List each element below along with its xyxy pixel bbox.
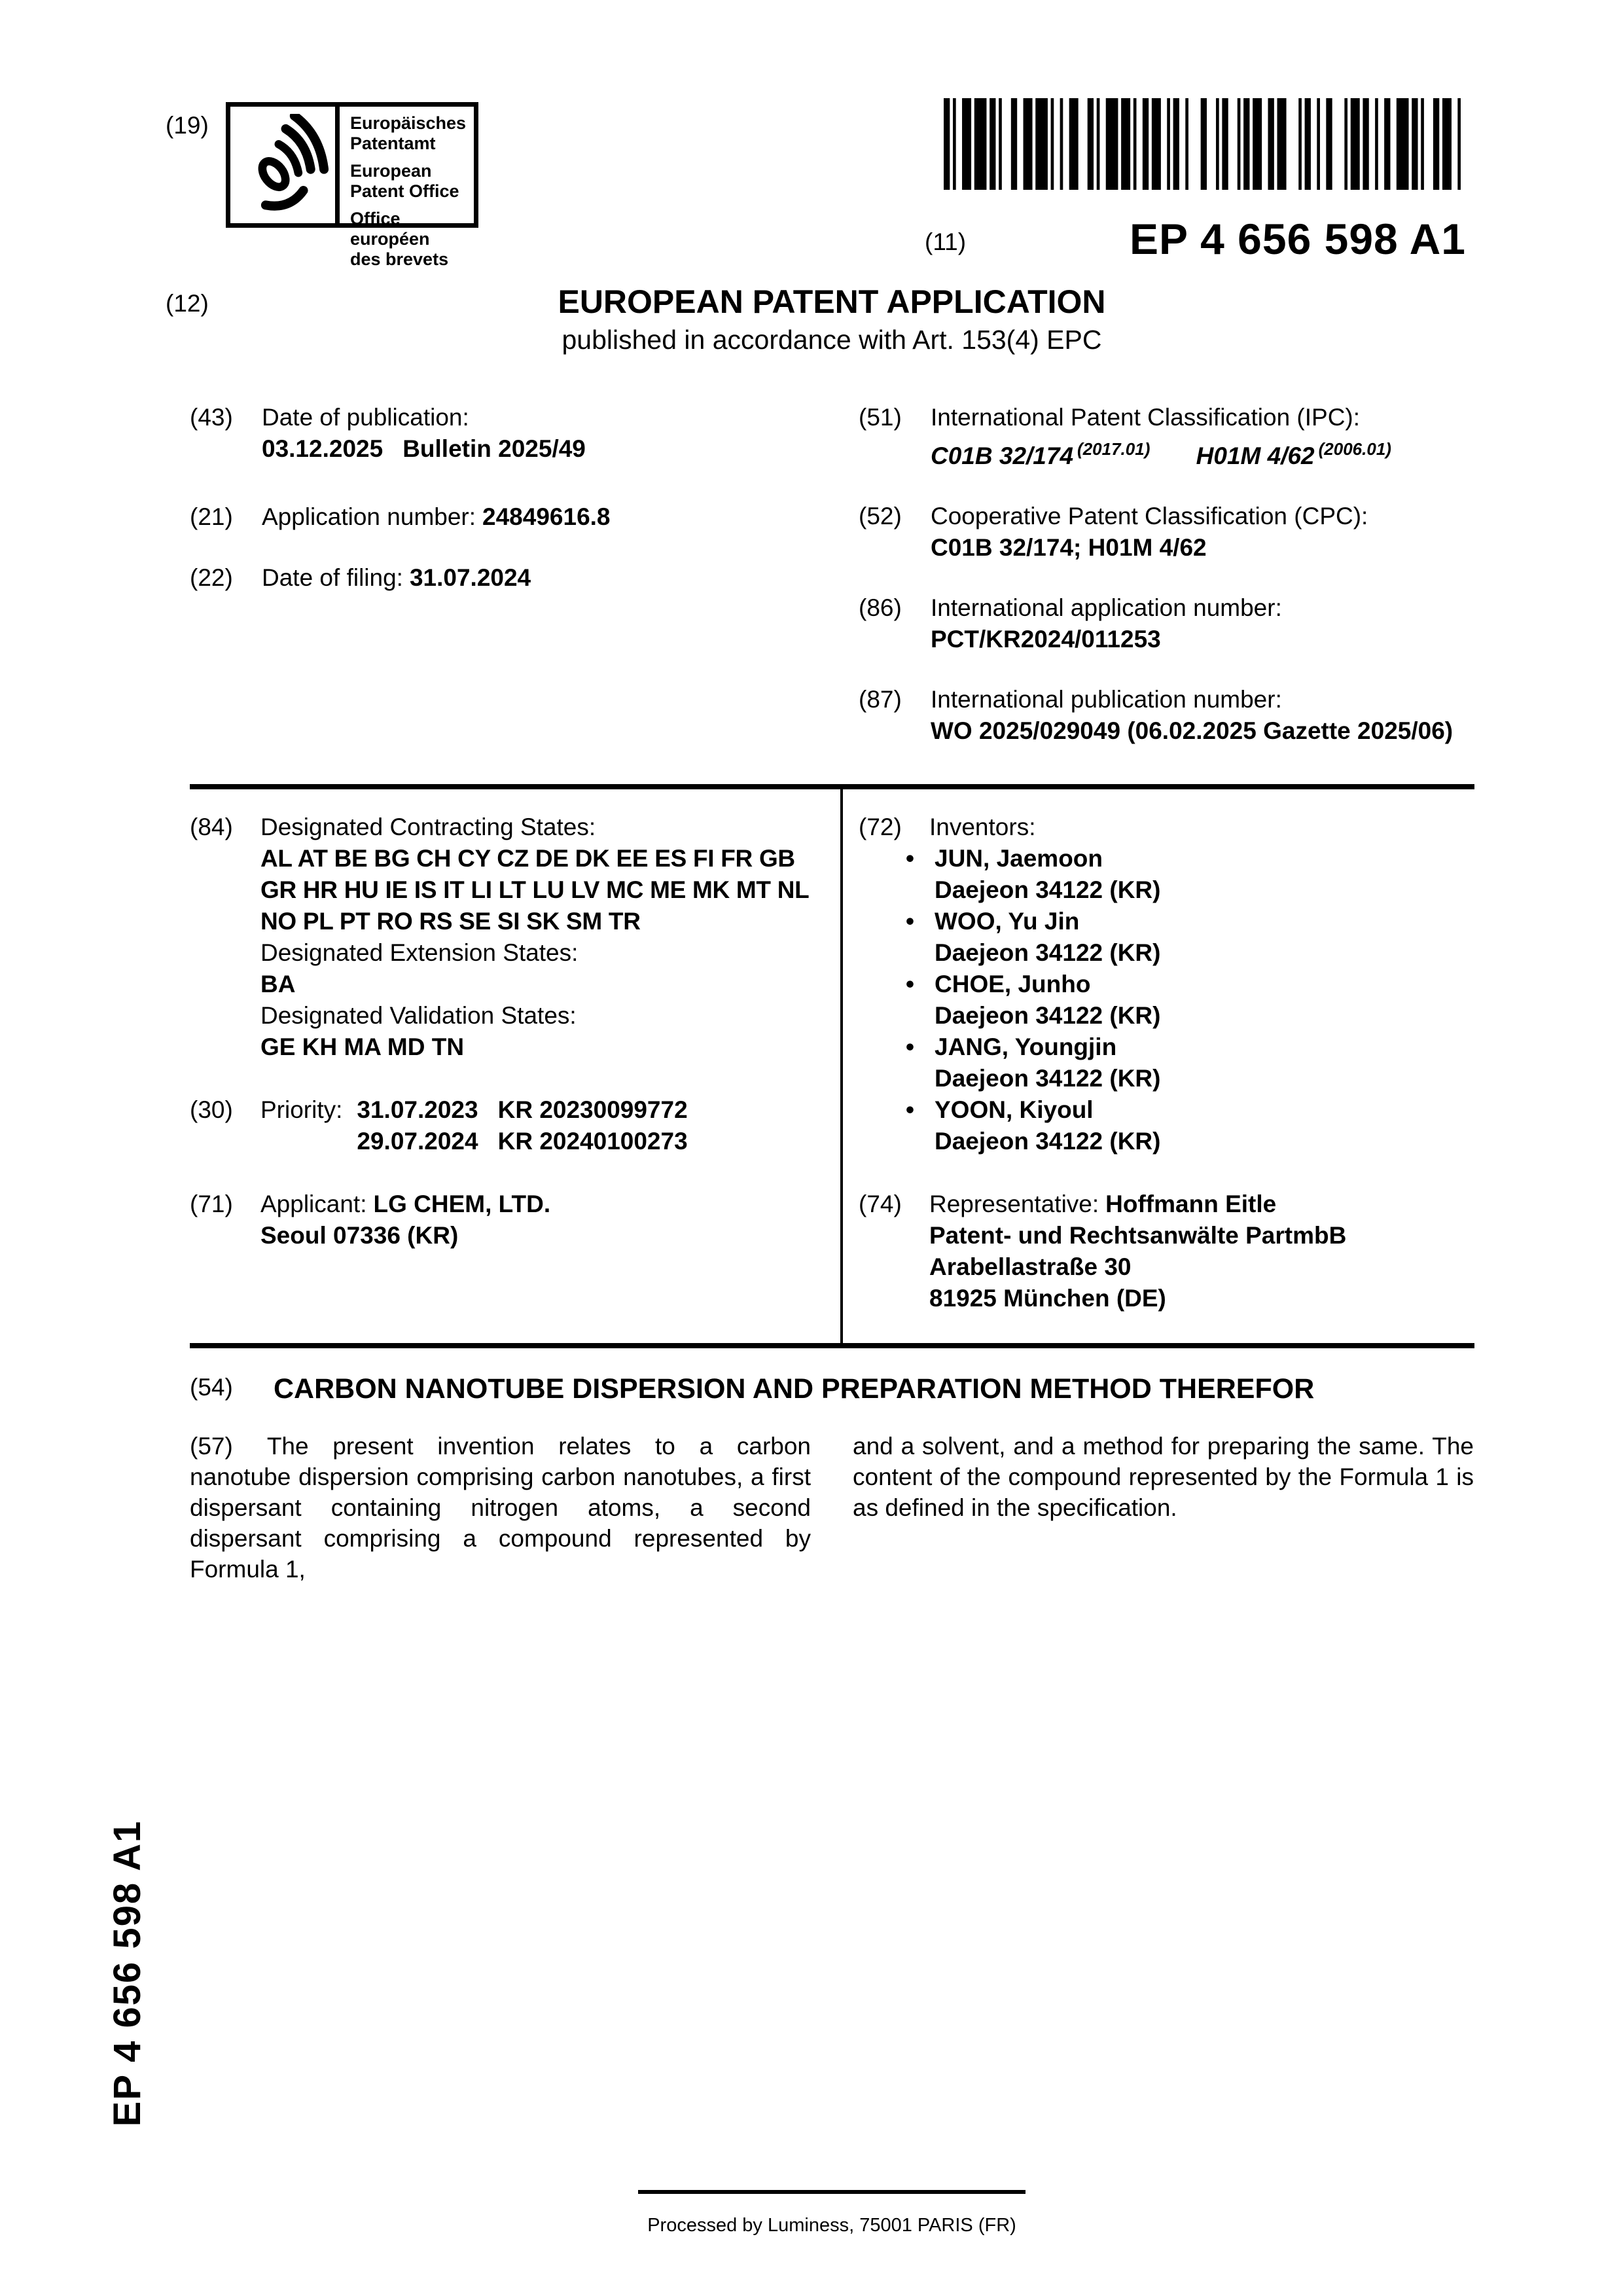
inid-12: (12) bbox=[166, 290, 209, 317]
representative-address: Patent- und Rechtsanwälte PartmbB Arabellastraße 30 81925 München (DE) bbox=[929, 1222, 1347, 1312]
field-priority bbox=[190, 1094, 832, 1157]
section-rule-top bbox=[190, 784, 1474, 789]
designated-states-label: Designated Contracting States: bbox=[260, 814, 596, 840]
bullet-icon: • bbox=[906, 1096, 914, 1123]
inid-22: (22) bbox=[190, 564, 233, 591]
document-subtitle: published in accordance with Art. 153(4) EPC bbox=[562, 325, 1102, 355]
inid-54: (54) bbox=[190, 1374, 233, 1401]
cpc-value: C01B 32/174; H01M 4/62 bbox=[931, 534, 1207, 561]
inid-19: (19) bbox=[166, 112, 209, 139]
inventor-address: Daejeon 34122 (KR) bbox=[935, 1002, 1161, 1029]
right-column bbox=[859, 812, 1474, 1314]
invention-title-row bbox=[190, 1372, 1474, 1406]
inventor-item bbox=[906, 906, 1474, 969]
footer-rule bbox=[638, 2190, 1026, 2194]
sidebar-publication-number: EP 4 656 598 A1 bbox=[106, 1820, 149, 2127]
intl-pub-number-label: International publication number: bbox=[931, 686, 1282, 713]
epo-logo-text bbox=[340, 107, 474, 269]
inventor-item bbox=[906, 969, 1474, 1031]
inid-51: (51) bbox=[859, 404, 902, 431]
inventor-name: JANG, Youngjin bbox=[935, 1033, 1117, 1060]
epo-logo bbox=[226, 102, 478, 269]
abstract-column-1 bbox=[190, 1431, 811, 1585]
contracting-states: AL AT BE BG CH CY CZ DE DK EE ES FI FR GB GR HR HU IE IS IT LI LT LU LV MC ME MK MT NL NO PL PT RO RS SE SI SK SM TR bbox=[260, 845, 810, 935]
filing-date: 31.07.2024 bbox=[409, 564, 531, 591]
field-ipc bbox=[859, 402, 1474, 472]
filing-date-label: Date of filing: bbox=[262, 564, 403, 591]
inventors-label: Inventors: bbox=[929, 814, 1036, 840]
intl-app-number: PCT/KR2024/011253 bbox=[931, 626, 1161, 653]
ipc-entry: C01B 32/174 $^{(2017.01)}$ bbox=[931, 439, 1150, 469]
barcode bbox=[944, 98, 1461, 190]
inid-30: (30) bbox=[190, 1096, 233, 1123]
field-applicant bbox=[190, 1189, 832, 1251]
document-title-block bbox=[190, 283, 1474, 356]
bullet-icon: • bbox=[906, 971, 914, 997]
applicant-label: Applicant: bbox=[260, 1191, 367, 1217]
field-representative bbox=[859, 1189, 1474, 1314]
bullet-icon: • bbox=[906, 845, 914, 872]
representative-name: Hoffmann Eitle bbox=[1105, 1191, 1277, 1217]
inventor-item bbox=[906, 843, 1474, 906]
epo-logo-text-english: European Patent Office bbox=[350, 161, 459, 201]
intl-app-number-label: International application number: bbox=[931, 594, 1282, 621]
field-application-number bbox=[190, 501, 832, 533]
invention-title: CARBON NANOTUBE DISPERSION AND PREPARATION METHOD THEREFOR bbox=[274, 1373, 1315, 1405]
inventor-name: CHOE, Junho bbox=[935, 971, 1091, 997]
validation-states-label: Designated Validation States: bbox=[260, 1002, 577, 1029]
applicant-address: Seoul 07336 (KR) bbox=[260, 1222, 459, 1249]
inventor-item bbox=[906, 1031, 1474, 1094]
application-number: 24849616.8 bbox=[482, 503, 611, 530]
field-international-application-number bbox=[859, 592, 1474, 655]
bullet-icon: • bbox=[906, 908, 914, 935]
inventor-address: Daejeon 34122 (KR) bbox=[935, 876, 1161, 903]
priority-entry: 29.07.2024 KR 20240100273 bbox=[357, 1128, 688, 1155]
intl-pub-number: WO 2025/029049 (06.02.2025 Gazette 2025/06) bbox=[931, 717, 1454, 744]
extension-states-label: Designated Extension States: bbox=[260, 939, 579, 966]
publication-date: 03.12.2025 bbox=[262, 435, 383, 462]
field-designated-states bbox=[190, 812, 832, 1063]
field-cpc bbox=[859, 501, 1474, 564]
publication-number: EP 4 656 598 A1 bbox=[1129, 215, 1466, 263]
inid-87: (87) bbox=[859, 686, 902, 713]
ipc-entry: H01M 4/62 $^{(2006.01)}$ bbox=[1196, 439, 1391, 469]
extension-states: BA bbox=[260, 971, 296, 997]
application-number-label: Application number: bbox=[262, 503, 476, 530]
inventor-address: Daejeon 34122 (KR) bbox=[935, 1128, 1161, 1155]
inid-74: (74) bbox=[859, 1191, 902, 1217]
inid-84: (84) bbox=[190, 814, 233, 840]
field-publication-date bbox=[190, 402, 832, 465]
inventor-name: WOO, Yu Jin bbox=[935, 908, 1080, 935]
abstract-column-2: and a solvent, and a method for preparing the same. The content of the compound represented by the Formula 1 is as defined in the specification. bbox=[853, 1433, 1474, 1521]
priority-label: Priority: bbox=[260, 1096, 343, 1123]
publication-date-label: Date of publication: bbox=[262, 404, 469, 431]
inid-11: (11) bbox=[925, 228, 967, 255]
inid-21: (21) bbox=[190, 503, 233, 530]
epo-logo-text-german: Europäisches Patentamt bbox=[350, 113, 467, 153]
ipc-label: International Patent Classification (IPC): bbox=[931, 404, 1361, 431]
section-rule-bottom bbox=[190, 1343, 1474, 1348]
abstract bbox=[190, 1431, 1474, 1585]
representative-label: Representative: bbox=[929, 1191, 1099, 1217]
cpc-label: Cooperative Patent Classification (CPC): bbox=[931, 503, 1368, 529]
field-filing-date bbox=[190, 562, 832, 594]
inventor-item bbox=[906, 1094, 1474, 1157]
document-title: EUROPEAN PATENT APPLICATION bbox=[558, 283, 1106, 320]
inid-72: (72) bbox=[859, 814, 902, 840]
left-column bbox=[190, 812, 832, 1251]
bulletin-number: Bulletin 2025/49 bbox=[402, 435, 586, 462]
field-inventors bbox=[859, 812, 1474, 1157]
priority-entry: 31.07.2023 KR 20230099772 bbox=[357, 1096, 688, 1123]
inid-52: (52) bbox=[859, 503, 902, 529]
inventor-address: Daejeon 34122 (KR) bbox=[935, 1065, 1161, 1092]
inid-43: (43) bbox=[190, 404, 233, 431]
bullet-icon: • bbox=[906, 1033, 914, 1060]
field-international-publication-number bbox=[859, 684, 1474, 747]
validation-states: GE KH MA MD TN bbox=[260, 1033, 465, 1060]
inventor-address: Daejeon 34122 (KR) bbox=[935, 939, 1161, 966]
bibliographic-header bbox=[190, 402, 1474, 776]
inventor-name: YOON, Kiyoul bbox=[935, 1096, 1094, 1123]
inventor-name: JUN, Jaemoon bbox=[935, 845, 1103, 872]
epo-logo-text-french: Office européen des brevets bbox=[350, 209, 449, 269]
inid-57: (57) bbox=[190, 1433, 233, 1460]
applicant-name: LG CHEM, LTD. bbox=[373, 1191, 551, 1217]
abstract-text-1: The present invention relates to a carbon nanotube dispersion comprising carbon nanotubes, a first dispersant containing nitrogen atoms, a second dispersant comprising a compound represented by Formula 1, bbox=[190, 1433, 811, 1583]
inid-86: (86) bbox=[859, 594, 902, 621]
footer-note: Processed by Luminess, 75001 PARIS (FR) bbox=[647, 2215, 1016, 2236]
epo-logo-mark-icon bbox=[230, 107, 340, 223]
column-divider bbox=[840, 784, 843, 1346]
inid-71: (71) bbox=[190, 1191, 233, 1217]
